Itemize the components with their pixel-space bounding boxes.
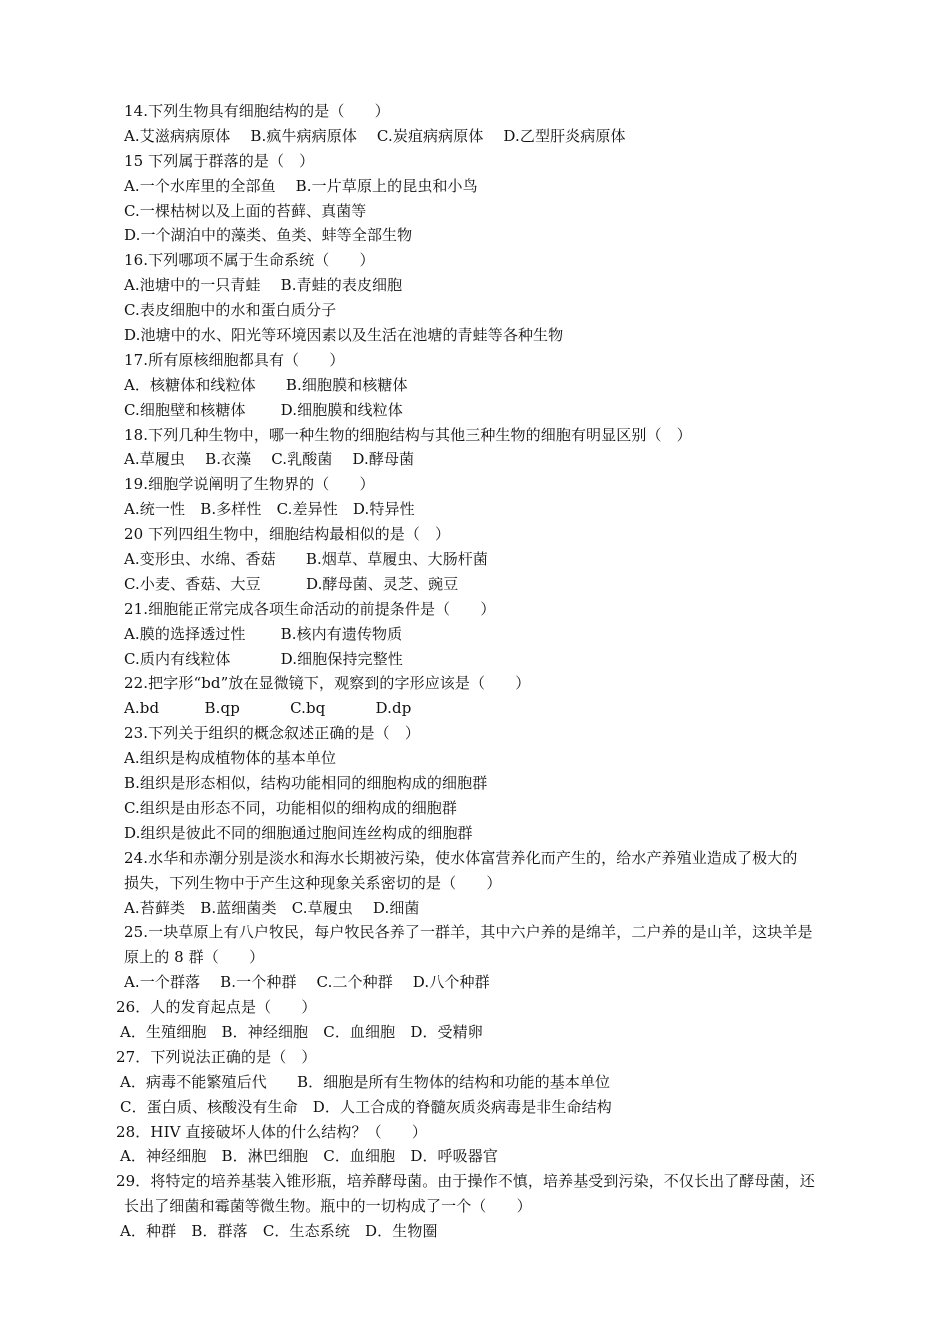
question-21-options-cd: C.质内有线粒体 D.细胞保持完整性: [124, 649, 403, 668]
question-25-stem-line1: 25.一块草原上有八户牧民，每户牧民各养了一群羊，其中六户养的是绵羊，二户养的是山羊，这块羊是: [124, 923, 813, 942]
question-list: [116, 99, 864, 1244]
question-29-options: A．种群 B．群落 C．生态系统 D．生物圈: [120, 1222, 438, 1241]
question-16-options-ab: A.池塘中的一只青蛙 B.青蛙的表皮细胞: [124, 276, 403, 295]
question-16-option-d: D.池塘中的水、阳光等环境因素以及生活在池塘的青蛙等各种生物: [124, 326, 564, 345]
question-24-stem-line1: 24.水华和赤潮分别是淡水和海水长期被污染，使水体富营养化而产生的，给水产养殖业造成了极大的: [124, 848, 798, 867]
question-14-options: A.艾滋病病原体 B.疯牛病病原体 C.炭疽病病原体 D.乙型肝炎病原体: [124, 126, 626, 145]
question-27-options-ab: A．病毒不能繁殖后代 B．细胞是所有生物体的结构和功能的基本单位: [120, 1072, 611, 1091]
question-23-option-b: B.组织是形态相似，结构功能相同的细胞构成的细胞群: [124, 774, 488, 793]
question-15-option-c: C.一棵枯树以及上面的苔藓、真菌等: [124, 201, 367, 220]
question-28-options: A．神经细胞 B．淋巴细胞 C．血细胞 D．呼吸器官: [120, 1147, 498, 1166]
question-21-stem: 21.细胞能正常完成各项生命活动的前提条件是（ ）: [124, 599, 496, 618]
question-19-stem: 19.细胞学说阐明了生物界的（ ）: [124, 475, 375, 494]
question-15-stem: 15 下列属于群落的是（ ）: [124, 151, 315, 170]
question-15-options-ab: A.一个水库里的全部鱼 B.一片草原上的昆虫和小鸟: [124, 176, 478, 195]
question-28-stem: 28．HIV 直接破坏人体的什么结构？（ ）: [116, 1122, 427, 1141]
question-25-options: A.一个群落 B.一个种群 C.二个种群 D.八个种群: [124, 973, 490, 992]
question-20-options-ab: A.变形虫、水绵、香菇 B.烟草、草履虫、大肠杆菌: [124, 550, 488, 569]
question-29-stem-line2: 长出了细菌和霉菌等微生物。瓶中的一切构成了一个（ ）: [124, 1197, 532, 1216]
question-24-stem-line2: 损失，下列生物中于产生这种现象关系密切的是（ ）: [124, 873, 502, 892]
question-14-stem: 14.下列生物具有细胞结构的是（ ）: [124, 102, 390, 120]
question-17-options-ab: A．核糖体和线粒体 B.细胞膜和核糖体: [124, 375, 408, 394]
question-22-stem: 22.把字形“bd”放在显微镜下，观察到的字形应该是（ ）: [124, 674, 531, 693]
question-25-stem-line2: 原上的 8 群（ ）: [124, 948, 265, 967]
question-26-options: A．生殖细胞 B．神经细胞 C．血细胞 D．受精卵: [120, 1022, 483, 1041]
question-20-stem: 20 下列四组生物中，细胞结构最相似的是（ ）: [124, 525, 451, 544]
question-16-option-c: C.表皮细胞中的水和蛋白质分子: [124, 301, 337, 320]
question-17-options-cd: C.细胞壁和核糖体 D.细胞膜和线粒体: [124, 400, 403, 419]
question-24-options: A.苔藓类 B.蓝细菌类 C.草履虫 D.细菌: [124, 898, 420, 917]
question-23-option-c: C.组织是由形态不同，功能相似的细构成的细胞群: [124, 798, 458, 817]
question-23-option-d: D.组织是彼此不同的细胞通过胞间连丝构成的细胞群: [124, 823, 473, 842]
question-23-stem: 23.下列关于组织的概念叙述正确的是（ ）: [124, 724, 420, 743]
question-20-options-cd: C.小麦、香菇、大豆 D.酵母菌、灵芝、豌豆: [124, 574, 459, 593]
question-21-options-ab: A.膜的选择透过性 B.核内有遗传物质: [124, 624, 403, 643]
question-26-stem: 26．人的发育起点是（ ）: [116, 998, 317, 1017]
question-22-options: A.bd B.qp C.bq D.dp: [124, 699, 412, 718]
question-18-stem: 18.下列几种生物中，哪一种生物的细胞结构与其他三种生物的细胞有明显区别（ ）: [124, 425, 692, 444]
question-15-option-d: D.一个湖泊中的藻类、鱼类、蚌等全部生物: [124, 226, 413, 245]
question-17-stem: 17.所有原核细胞都具有（ ）: [124, 350, 345, 369]
question-19-options: A.统一性 B.多样性 C.差异性 D.特异性: [124, 500, 415, 519]
question-27-stem: 27．下列说法正确的是（ ）: [116, 1047, 317, 1066]
question-29-stem-line1: 29．将特定的培养基装入锥形瓶，培养酵母菌。由于操作不慎，培养基受到污染，不仅长出了酵母菌，还: [116, 1172, 815, 1191]
question-18-options: A.草履虫 B.衣藻 C.乳酸菌 D.酵母菌: [124, 450, 415, 469]
question-23-option-a: A.组织是构成植物体的基本单位: [124, 749, 337, 768]
question-27-options-cd: C．蛋白质、核酸没有生命 D．人工合成的脊髓灰质炎病毒是非生命结构: [120, 1097, 612, 1116]
question-16-stem: 16.下列哪项不属于生命系统（ ）: [124, 251, 375, 270]
